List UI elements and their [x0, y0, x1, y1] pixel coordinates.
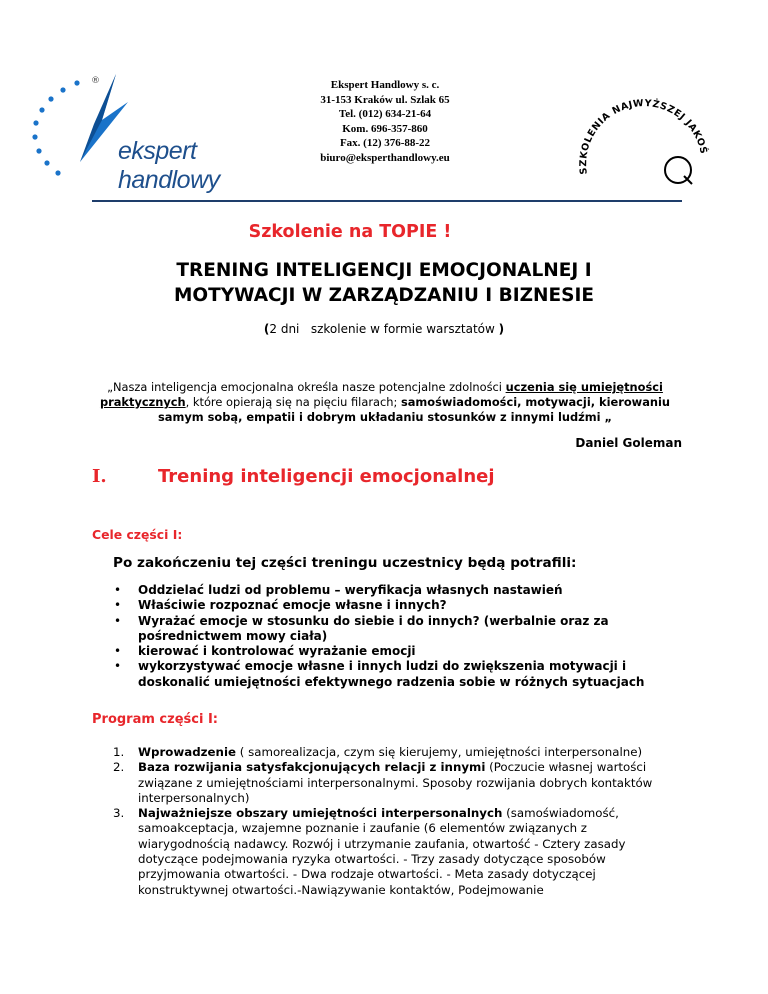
goals-heading: Cele części I: — [92, 527, 183, 542]
company-logo — [20, 62, 300, 194]
list-item: • Wyrażać emocje w stosunku do siebie i do innych? (werbalnie oraz za pośrednictwem mowy ciała) — [114, 613, 609, 643]
bullet-icon: • — [114, 659, 122, 674]
format-text: 2 dni szkolenie w formie warsztatów — [269, 322, 499, 336]
section-heading — [92, 466, 692, 496]
logo-wordmark: ekspert handlowy — [118, 137, 220, 194]
registered-mark: ® — [91, 76, 100, 86]
goals-lead: Po zakończeniu tej części treningu uczestnicy będą potrafili: — [113, 555, 577, 571]
quality-seal-icon — [563, 84, 713, 194]
quote-part-4: samoświadomości, motywacji, kierowaniu samym sobą, empatii i dobrym układaniu stosunków z innymi ludźmi „ — [158, 395, 671, 424]
company-email: biuro@eksperthandlowy.eu — [320, 151, 450, 164]
bullet-icon: • — [114, 613, 122, 628]
company-mobile: Kom. 696-357-860 — [342, 122, 428, 135]
company-name: Ekspert Handlowy s. c. — [330, 79, 440, 91]
list-item: • Właściwie rozpoznać emocje własne i innych? — [114, 598, 447, 613]
list-item: 2. Baza rozwijania satysfakcjonujących relacji z innymi (Poczucie własnej wartości związane z umiejętnościami interpersonalnymi. Sposoby rozwijania dobrych kontaktów interpersonalnych) — [113, 760, 653, 805]
quote-part-3: , które opierają się na pięciu filarach; — [185, 395, 401, 409]
list-item: • Oddzielać ludzi od problemu – weryfikacja własnych nastawień — [114, 583, 563, 597]
training-title-line-1: TRENING INTELIGENCJI EMOCJONALNEJ I — [176, 260, 592, 281]
company-street: 31-153 Kraków ul. Szlak 65 — [320, 93, 450, 106]
list-item: 3. Najważniejsze obszary umiejętności interpersonalnych (samoświadomość, samoakceptacja, wzajemne poznanie i zaufanie (6 elementów związanych z wiarygodnością nadawcy. Rozwój i utrzymanie zaufania, otwartość - Cztery zasady dotyczące podejmowania ryzyka otwartości. - Trzy zasady dotyczące sposobów przyjmowania otwartości. - Dwa rodzaje otwartości. - Meta zasady dotyczącej konstruktywnej otwartości.-Nawiązywanie kontaktów, Podejmowanie — [113, 806, 626, 897]
quote-part-1: „Nasza inteligencja emocjonalna określa nasze potencjalne zdolności — [107, 380, 506, 394]
program-heading: Program części I: — [92, 712, 218, 727]
training-title — [0, 258, 768, 308]
program-list — [113, 745, 678, 898]
goals-list — [113, 583, 683, 690]
format-open-paren: ( — [263, 322, 270, 336]
training-title-line-2: MOTYWACJI W ZARZĄDZANIU I BIZNESIE — [174, 285, 594, 306]
list-item: • kierować i kontrolować wyrażanie emocji — [114, 644, 416, 659]
seal-arc-text: SZKOLENIA NAJWYŻSZEJ JAKOŚ — [578, 97, 710, 175]
quote-part-2: uczenia się umiejętności praktycznych — [99, 380, 663, 409]
company-phone: Tel. (012) 634-21-64 — [338, 108, 432, 121]
header-divider — [92, 200, 682, 202]
quote-author: Daniel Goleman — [575, 436, 682, 450]
format-close-paren: ) — [498, 322, 505, 336]
section-title: Trening inteligencji emocjonalnej — [158, 466, 495, 487]
quality-seal — [563, 84, 713, 194]
bullet-icon: • — [114, 598, 122, 613]
promo-heading: Szkolenie na TOPIE ! — [248, 222, 452, 242]
goleman-quote — [90, 380, 680, 425]
company-address — [295, 78, 475, 166]
bullet-icon: • — [114, 583, 122, 597]
bullet-icon: • — [114, 644, 122, 659]
list-item: • wykorzystywać emocje własne i innych ludzi do zwiększenia motywacji i doskonalić umiejętności efektywnego radzenia sobie w różnych sytuacjach — [114, 659, 645, 689]
training-format — [0, 322, 768, 336]
company-fax: Fax. (12) 376-88-22 — [339, 137, 431, 150]
section-number: I. — [92, 466, 107, 487]
list-item: 1. Wprowadzenie ( samorealizacja, czym się kierujemy, umiejętności interpersonalne) — [113, 745, 643, 759]
